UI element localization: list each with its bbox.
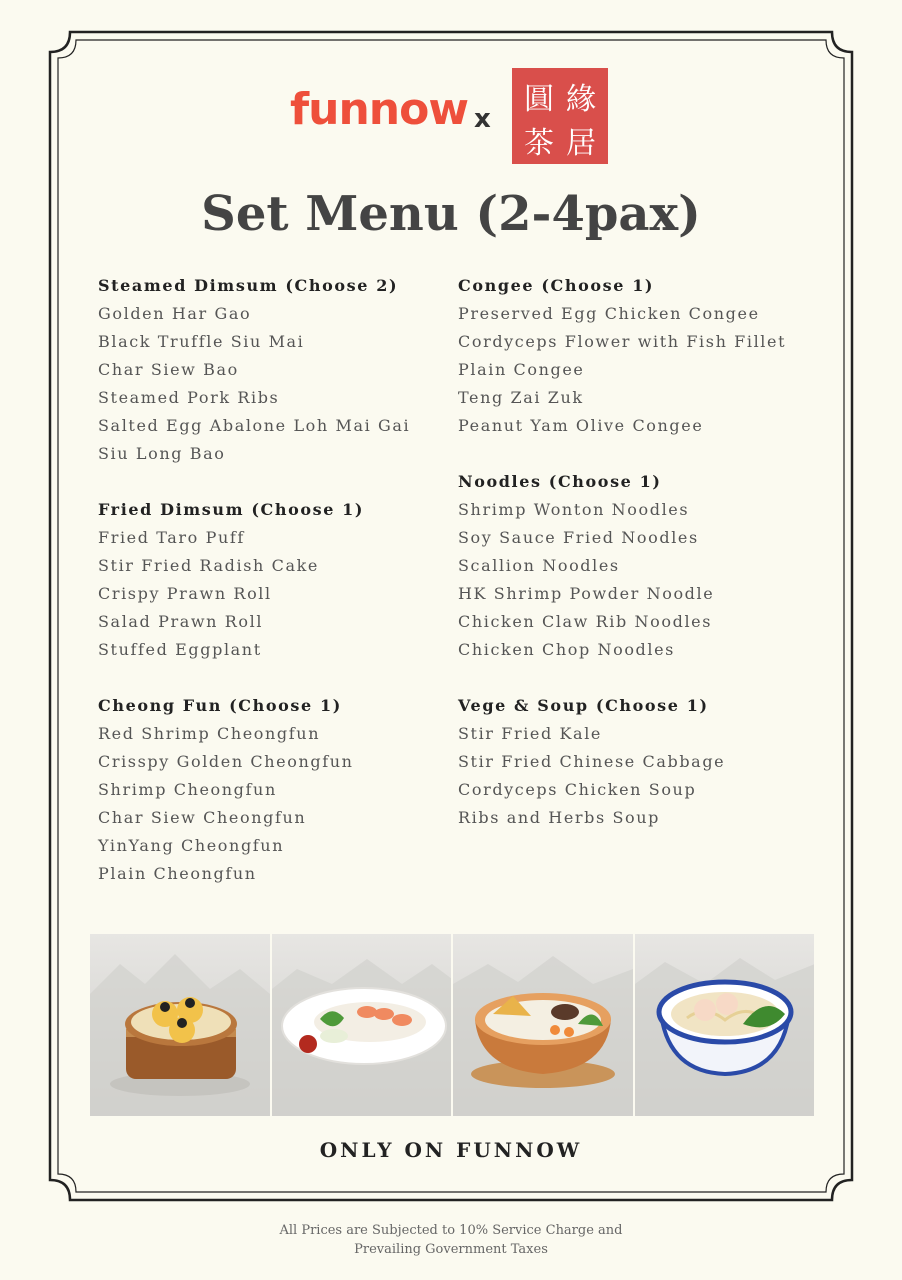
footer-line: All Prices are Subjected to 10% Service Charge and [279,1223,623,1238]
claypot-congee-photo [453,934,633,1116]
menu-item: Stir Fried Kale [458,724,602,743]
tagline: ONLY ON FUNNOW [319,1138,583,1162]
menu-item: YinYang Cheongfun [98,836,285,855]
menu-section [98,496,458,664]
menu-section [458,692,818,832]
menu-item: Salted Egg Abalone Loh Mai Gai [98,416,411,435]
seal-char: 緣 [566,82,596,117]
menu-item: Char Siew Bao [98,360,239,379]
menu-item: Teng Zai Zuk [458,388,584,407]
menu-item: Shrimp Wonton Noodles [458,500,690,519]
menu-item: Crisspy Golden Cheongfun [98,752,354,771]
food-photo-strip [90,934,814,1116]
menu-item: Stuffed Eggplant [98,640,262,659]
menu-item: Crispy Prawn Roll [98,584,272,603]
menu-item: Chicken Chop Noodles [458,640,675,659]
menu-item: Black Truffle Siu Mai [98,332,305,351]
footer-note [0,1221,902,1259]
menu-item: Plain Cheongfun [98,864,257,883]
menu-item: Golden Har Gao [98,304,252,323]
cheongfun-plate-photo [272,934,452,1116]
menu-column-left [98,272,458,916]
section-heading: Cheong Fun (Choose 1) [98,696,342,715]
menu-item: Stir Fried Chinese Cabbage [458,752,726,771]
menu-item: Plain Congee [458,360,585,379]
restaurant-seal-logo [512,68,608,164]
menu-section [458,272,818,440]
menu-item: Stir Fried Radish Cake [98,556,319,575]
menu-item: Chicken Claw Rib Noodles [458,612,713,631]
menu-item: Shrimp Cheongfun [98,780,277,799]
menu-item: Scallion Noodles [458,556,620,575]
menu-item: Steamed Pork Ribs [98,388,280,407]
menu-item: Siu Long Bao [98,444,226,463]
menu-section [98,272,458,468]
section-heading: Noodles (Choose 1) [458,472,662,491]
menu-section [98,692,458,888]
menu-item: Cordyceps Flower with Fish Fillet [458,332,787,351]
seal-char: 居 [566,126,596,161]
seal-char: 圓 [524,82,554,117]
funnow-logo: funnow [290,84,468,135]
menu-section [458,468,818,664]
menu-item: Ribs and Herbs Soup [458,808,661,827]
menu-item: Fried Taro Puff [98,528,245,547]
collab-separator: x [474,104,491,134]
section-heading: Congee (Choose 1) [458,276,655,295]
menu-item: HK Shrimp Powder Noodle [458,584,715,603]
menu-item: Cordyceps Chicken Soup [458,780,697,799]
menu-item: Red Shrimp Cheongfun [98,724,321,743]
dimsum-steamer-photo [90,934,270,1116]
menu-column-right [458,272,818,860]
section-heading: Fried Dimsum (Choose 1) [98,500,365,519]
wonton-noodle-bowl-photo [635,934,815,1116]
menu-item: Peanut Yam Olive Congee [458,416,704,435]
seal-char: 茶 [524,126,554,161]
footer-line: Prevailing Government Taxes [354,1242,548,1257]
menu-item: Salad Prawn Roll [98,612,264,631]
section-heading: Steamed Dimsum (Choose 2) [98,276,399,295]
menu-item: Preserved Egg Chicken Congee [458,304,760,323]
menu-item: Char Siew Cheongfun [98,808,307,827]
section-heading: Vege & Soup (Choose 1) [458,696,709,715]
page-title: Set Menu (2-4pax) [201,186,701,242]
menu-item: Soy Sauce Fried Noodles [458,528,699,547]
